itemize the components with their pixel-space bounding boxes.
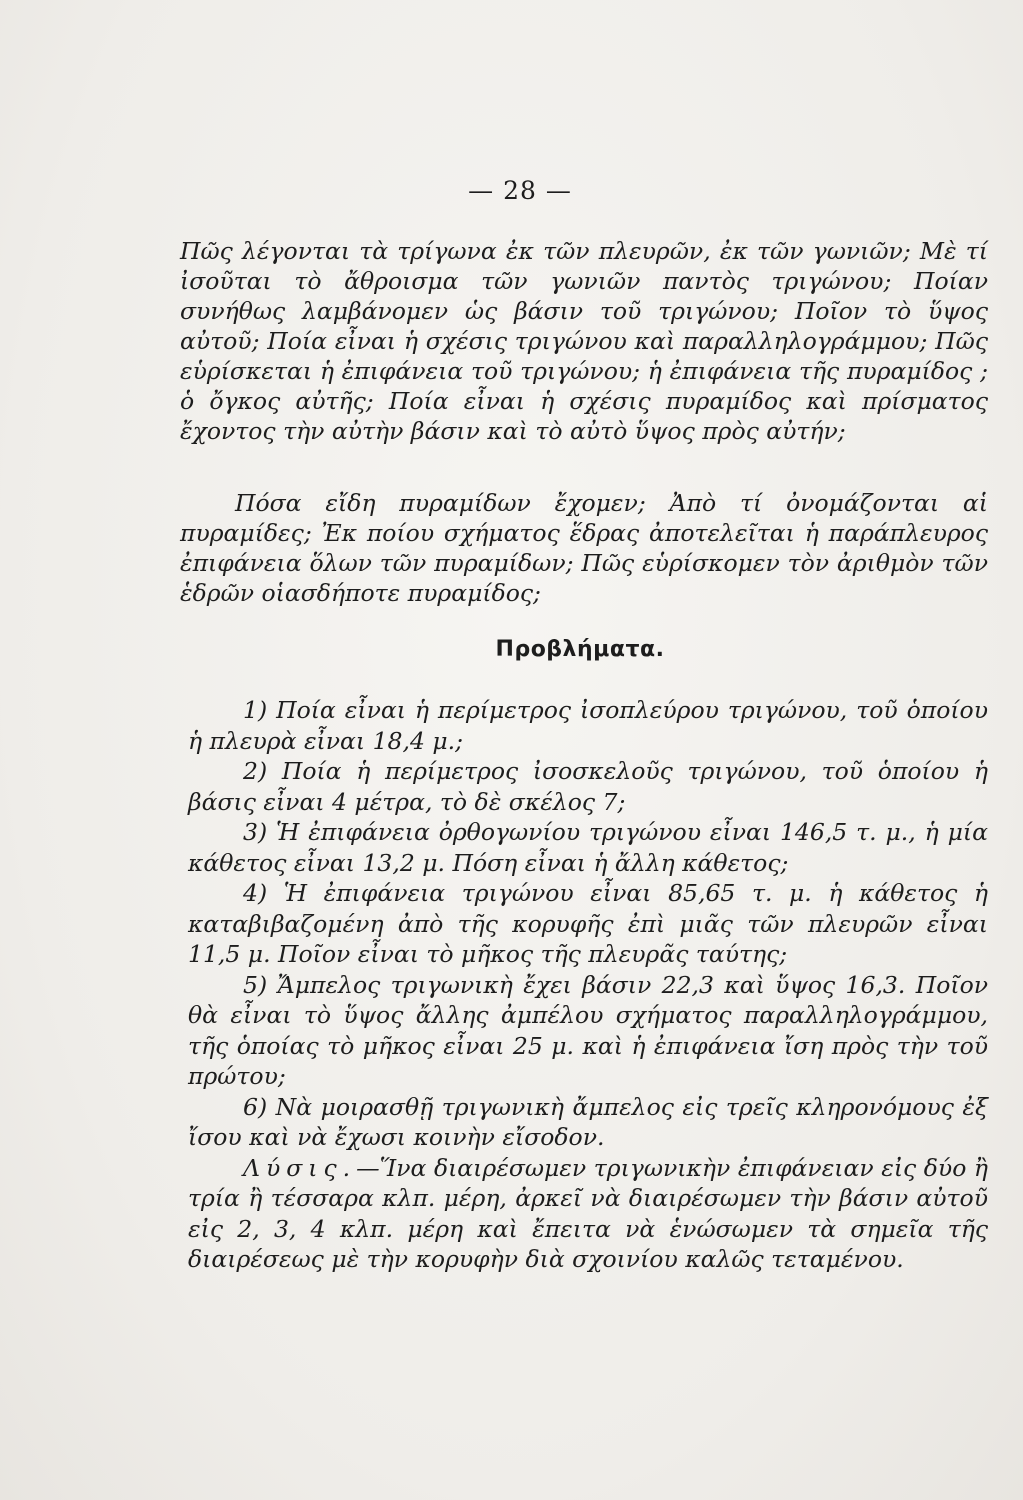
solution-paragraph — [188, 1153, 988, 1275]
review-questions-block-1 — [180, 236, 988, 446]
problems-list — [188, 695, 988, 1275]
problem-item: 3) Ἡ ἐπιφάνεια ὀρθογωνίου τριγώνου εἶναι 146,5 τ. μ., ἡ μία κάθετος εἶναι 13,2 μ. Πόση εἶναι ἡ ἄλλη κάθετος; — [188, 818, 988, 877]
problem-item: 2) Ποία ἡ περίμετρος ἰσοσκελοῦς τριγώνου, τοῦ ὁποίου ἡ βάσις εἶναι 4 μέτρα, τὸ δὲ σκέλος 7; — [188, 757, 988, 816]
problem-item: 6) Νὰ μοιρασθῇ τριγωνικὴ ἄμπελος εἰς τρεῖς κληρονόμους ἐξ ἴσου καὶ νὰ ἔχωσι κοινὴν εἴσοδον. — [188, 1092, 988, 1151]
problem-item: 4) Ἡ ἐπιφάνεια τριγώνου εἶναι 85,65 τ. μ. ἡ κάθετος ἡ καταβιβαζομένη ἀπὸ τῆς κορυφῆς ἐπὶ μιᾶς τῶν πλευρῶν εἶναι 11,5 μ. Ποῖον εἶναι τὸ μῆκος τῆς πλευρᾶς ταύτης; — [188, 879, 988, 968]
review-questions-block-2 — [180, 488, 988, 608]
review-questions-paragraph: Πῶς λέγονται τὰ τρίγωνα ἐκ τῶν πλευρῶν, ἐκ τῶν γωνιῶν; Μὲ τί ἰσοῦται τὸ ἄθροισμα τῶν γωνιῶν παντὸς τριγώνου; Ποίαν συνήθως λαμβάνομεν ὡς βάσιν τοῦ τριγώνου; Ποῖον τὸ ὕψος αὐτοῦ; Ποία εἶναι ἡ σχέσις τριγώνου καὶ παραλληλογράμμου; Πῶς εὑρίσκεται ἡ ἐπιφάνεια τοῦ τριγώνου; ἡ ἐπιφάνεια τῆς πυραμίδος ; ὁ ὄγκος αὐτῆς; Ποία εἶναι ἡ σχέσις πυραμίδος καὶ πρίσματος ἔχοντος τὴν αὐτὴν βάσιν καὶ τὸ αὐτὸ ὕψος πρὸς αὐτήν; — [180, 237, 988, 445]
problem-item: 1) Ποία εἶναι ἡ περίμετρος ἰσοπλεύρου τριγώνου, τοῦ ὁποίου ἡ πλευρὰ εἶναι 18,4 μ.; — [188, 696, 988, 755]
page-number: — 28 — — [468, 176, 572, 205]
problems-heading: Προβλήματα. — [495, 637, 665, 662]
review-questions-paragraph: Πόσα εἴδη πυραμίδων ἔχομεν; Ἀπὸ τί ὀνομάζονται αἱ πυραμίδες; Ἐκ ποίου σχήματος ἕδρας ἀποτελεῖται ἡ παράπλευρος ἐπιφάνεια ὅλων τῶν πυραμίδων; Πῶς εὑρίσκομεν τὸν ἀριθμὸν τῶν ἑδρῶν οἱασδήποτε πυραμίδος; — [180, 489, 988, 607]
solution-label: Λύσις. — [243, 1153, 357, 1182]
problem-item: 5) Ἄμπελος τριγωνικὴ ἔχει βάσιν 22,3 καὶ ὕψος 16,3. Ποῖον θὰ εἶναι τὸ ὕψος ἄλλης ἀμπέλου σχήματος παραλληλογράμμου, τῆς ὁποίας τὸ μῆκος εἶναι 25 μ. καὶ ἡ ἐπιφάνεια ἴση πρὸς τὴν τοῦ πρώτου; — [188, 970, 988, 1090]
solution-text: —Ἵνα διαιρέσωμεν τριγωνικὴν ἐπιφάνειαν εἰς δύο ἢ τρία ἢ τέσσαρα κλπ. μέρη, ἀρκεῖ νὰ διαιρέσωμεν τὴν βάσιν αὐτοῦ εἰς 2, 3, 4 κλπ. μέρη καὶ ἔπειτα νὰ ἑνώσωμεν τὰ σημεῖα τῆς διαιρέσεως μὲ τὴν κορυφὴν διὰ σχοινίου καλῶς τεταμένου. — [188, 1153, 988, 1273]
